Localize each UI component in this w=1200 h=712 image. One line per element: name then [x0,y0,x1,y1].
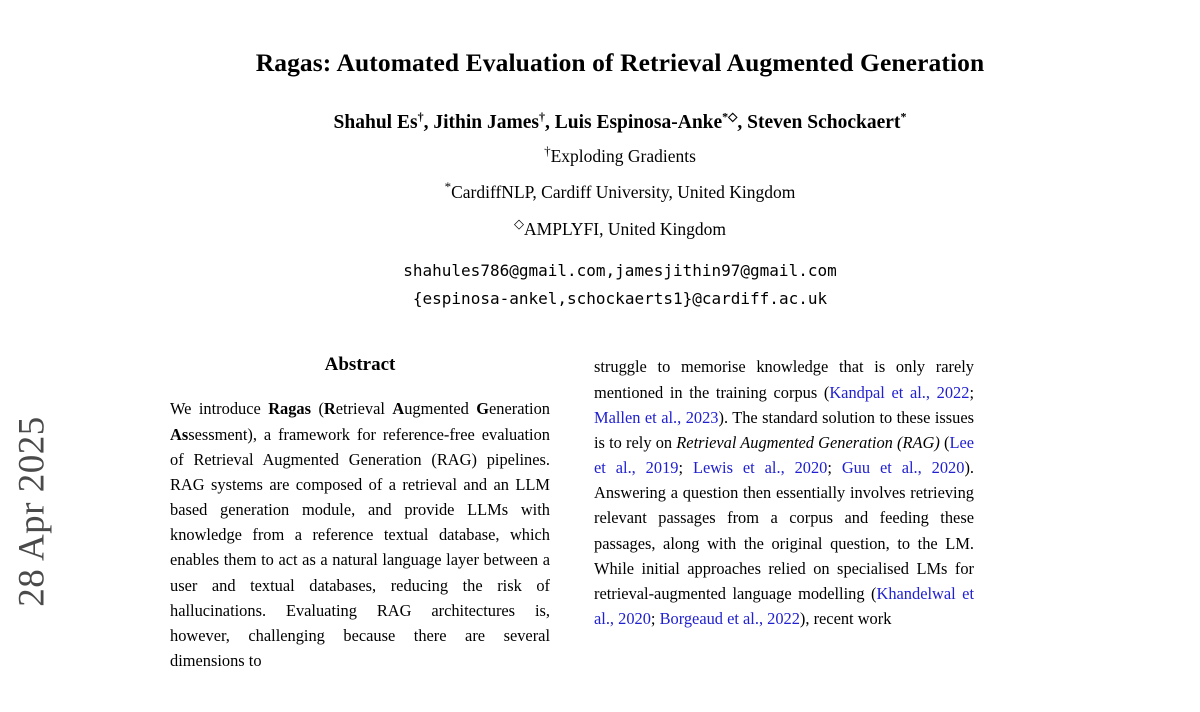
abstract-column [170,354,550,673]
arxiv-date-stamp: 28 Apr 2025 [11,416,53,607]
citation-link[interactable]: Kandpal et al., 2022 [829,382,970,402]
email-line-2: {espinosa-ankel,schockaerts1}@cardiff.ac.uk [412,288,828,308]
affiliation-2: *CardiffNLP, Cardiff University, United Kingdom [444,179,796,203]
citation-link[interactable]: Lewis et al., 2020 [692,458,828,478]
abstract-heading: Abstract [324,354,396,376]
citation-link[interactable]: Lee et al., 2019 [594,432,975,478]
page-title: Ragas: Automated Evaluation of Retrieval Augmented Generation [255,48,985,77]
author-list [170,109,1070,134]
intro-column [594,354,974,673]
citation-link[interactable]: Khandelwal et al., 2020 [594,583,975,629]
citation-link[interactable]: Mallen et al., 2023 [594,407,719,427]
abstract-text: We introduce Ragas (Retrieval Augmented Generation Assessment), a framework for reference-free evaluation of Retrieval Augmented Generation (RAG) pipelines. RAG systems are composed of a retrieval and an LLM based generation module, and provide LLMs with knowledge from a reference textual database, which enables them to act as a natural language layer between a user and textual databases, reducing the risk of hallucinations. Evaluating RAG architectures is, however, challenging because there are several dimensions to [170,399,550,671]
author-names: Shahul Es†, Jithin James†, Luis Espinosa-Anke*◇, Steven Schockaert* [333,109,907,133]
citation-link[interactable]: Guu et al., 2020 [841,458,965,478]
intro-text: struggle to memorise knowledge that is only rarely mentioned in the training corpus (Kandpal et al., 2022; Mallen et al., 2023). The standard solution to these issues is to rely on Retrieval Augmented Generation (RAG) (Lee et al., 2019; Lewis et al., 2020; Guu et al., 2020). Answering a question then essentially involves retrieving relevant passages from a corpus and feeding these passages, along with the original question, to the LM. While initial approaches relied on specialised LMs for retrieval-augmented language modelling (Khandelwal et al., 2020; Borgeaud et al., 2022), recent work [594,357,975,629]
citation-link[interactable]: Borgeaud et al., 2022 [659,609,800,629]
paper-content [170,0,1070,671]
affiliation-3: ◇AMPLYFI, United Kingdom [514,215,726,239]
affiliation-1: †Exploding Gradients [544,143,696,166]
two-column-body [170,354,1070,673]
email-line-1: shahules786@gmail.com,jamesjithin97@gmail.com [403,261,837,281]
